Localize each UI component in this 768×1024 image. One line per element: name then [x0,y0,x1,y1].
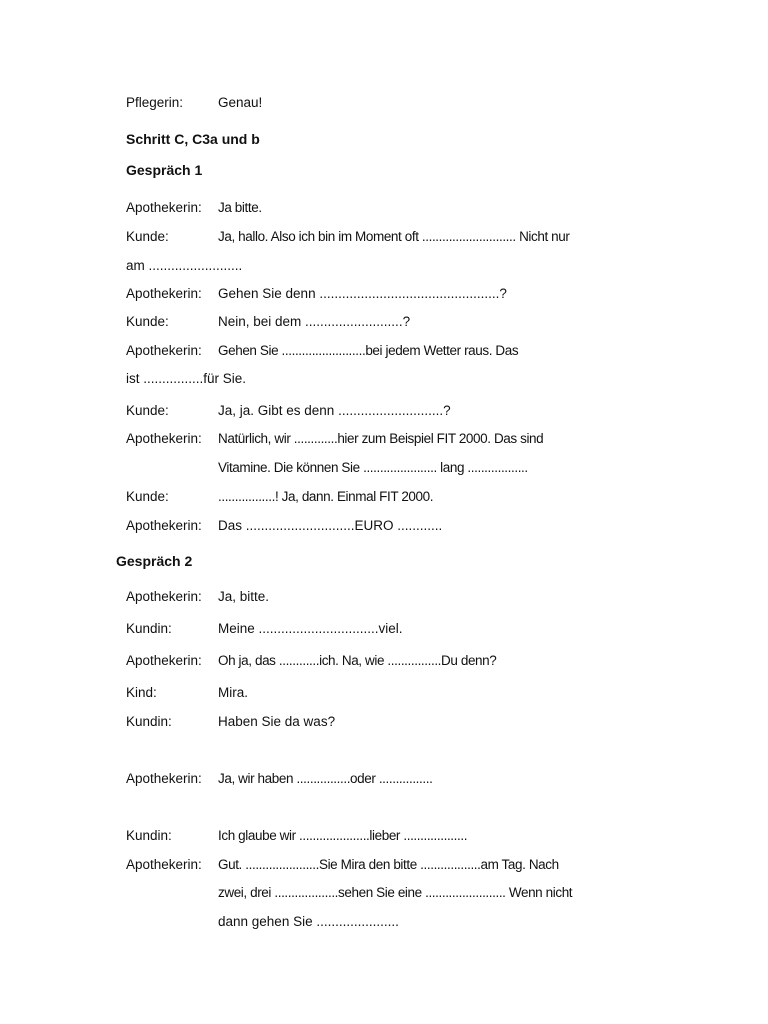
dialog-text: Natürlich, wir .............hier zum Beispiel FIT 2000. Das sind [218,431,544,446]
speaker-label: Apothekerin: [126,589,202,604]
speaker-label: Apothekerin: [126,857,202,872]
dialog-text: Gehen Sie .........................bei jedem Wetter raus. Das [218,343,519,358]
conversation-1-title: Gespräch 1 [126,162,203,178]
dialog-text: ist ................für Sie. [126,371,247,386]
speaker-label: Apothekerin: [126,200,202,215]
dialog-text: am ......................... [126,258,243,273]
speaker-label: Apothekerin: [126,343,202,358]
dialog-text: Ja, bitte. [218,589,270,604]
dialog-text: Ja, ja. Gibt es denn ............................? [218,403,451,418]
conversation-2-title: Gespräch 2 [116,553,193,569]
speaker-label: Apothekerin: [126,286,202,301]
dialog-text: Ja, hallo. Also ich bin im Moment oft ............................ Nicht nur [218,229,570,244]
dialog-text: Meine ................................viel. [218,621,403,636]
dialog-text: Gehen Sie denn ................................................? [218,286,507,301]
dialog-text: Gut. ......................Sie Mira den bitte ..................am Tag. Nach [218,857,559,872]
dialog-text: Genau! [218,95,263,110]
speaker-label: Kundin: [126,621,172,636]
speaker-label: Apothekerin: [126,653,202,668]
dialog-text: Vitamine. Die können Sie ...................... lang .................. [218,460,528,475]
dialog-text: dann gehen Sie ...................... [218,914,399,929]
dialog-text: Ja, wir haben ................oder ................ [218,771,433,786]
speaker-label: Kind: [126,685,157,700]
dialog-text: Mira. [218,685,248,700]
speaker-label: Apothekerin: [126,771,202,786]
dialog-text: Oh ja, das ............ich. Na, wie ................Du denn? [218,653,497,668]
speaker-label: Apothekerin: [126,518,202,533]
dialog-text: Das .............................EURO ............ [218,518,443,533]
speaker-label: Pflegerin: [126,95,184,110]
speaker-label: Kunde: [126,314,169,329]
speaker-label: Kunde: [126,489,169,504]
speaker-label: Kundin: [126,714,172,729]
dialog-text: .................! Ja, dann. Einmal FIT 2000. [218,489,434,504]
dialog-text: zwei, drei ...................sehen Sie eine ........................ Wenn nicht [218,885,573,900]
dialog-text: Ich glaube wir .....................lieber ................... [218,828,468,843]
dialog-text: Nein, bei dem ..........................? [218,314,411,329]
speaker-label: Kunde: [126,403,169,418]
dialog-text: Haben Sie da was? [218,714,336,729]
section-title: Schritt C, C3a und b [126,131,260,147]
speaker-label: Kundin: [126,828,172,843]
speaker-label: Kunde: [126,229,169,244]
dialog-text: Ja bitte. [218,200,262,215]
speaker-label: Apothekerin: [126,431,202,446]
